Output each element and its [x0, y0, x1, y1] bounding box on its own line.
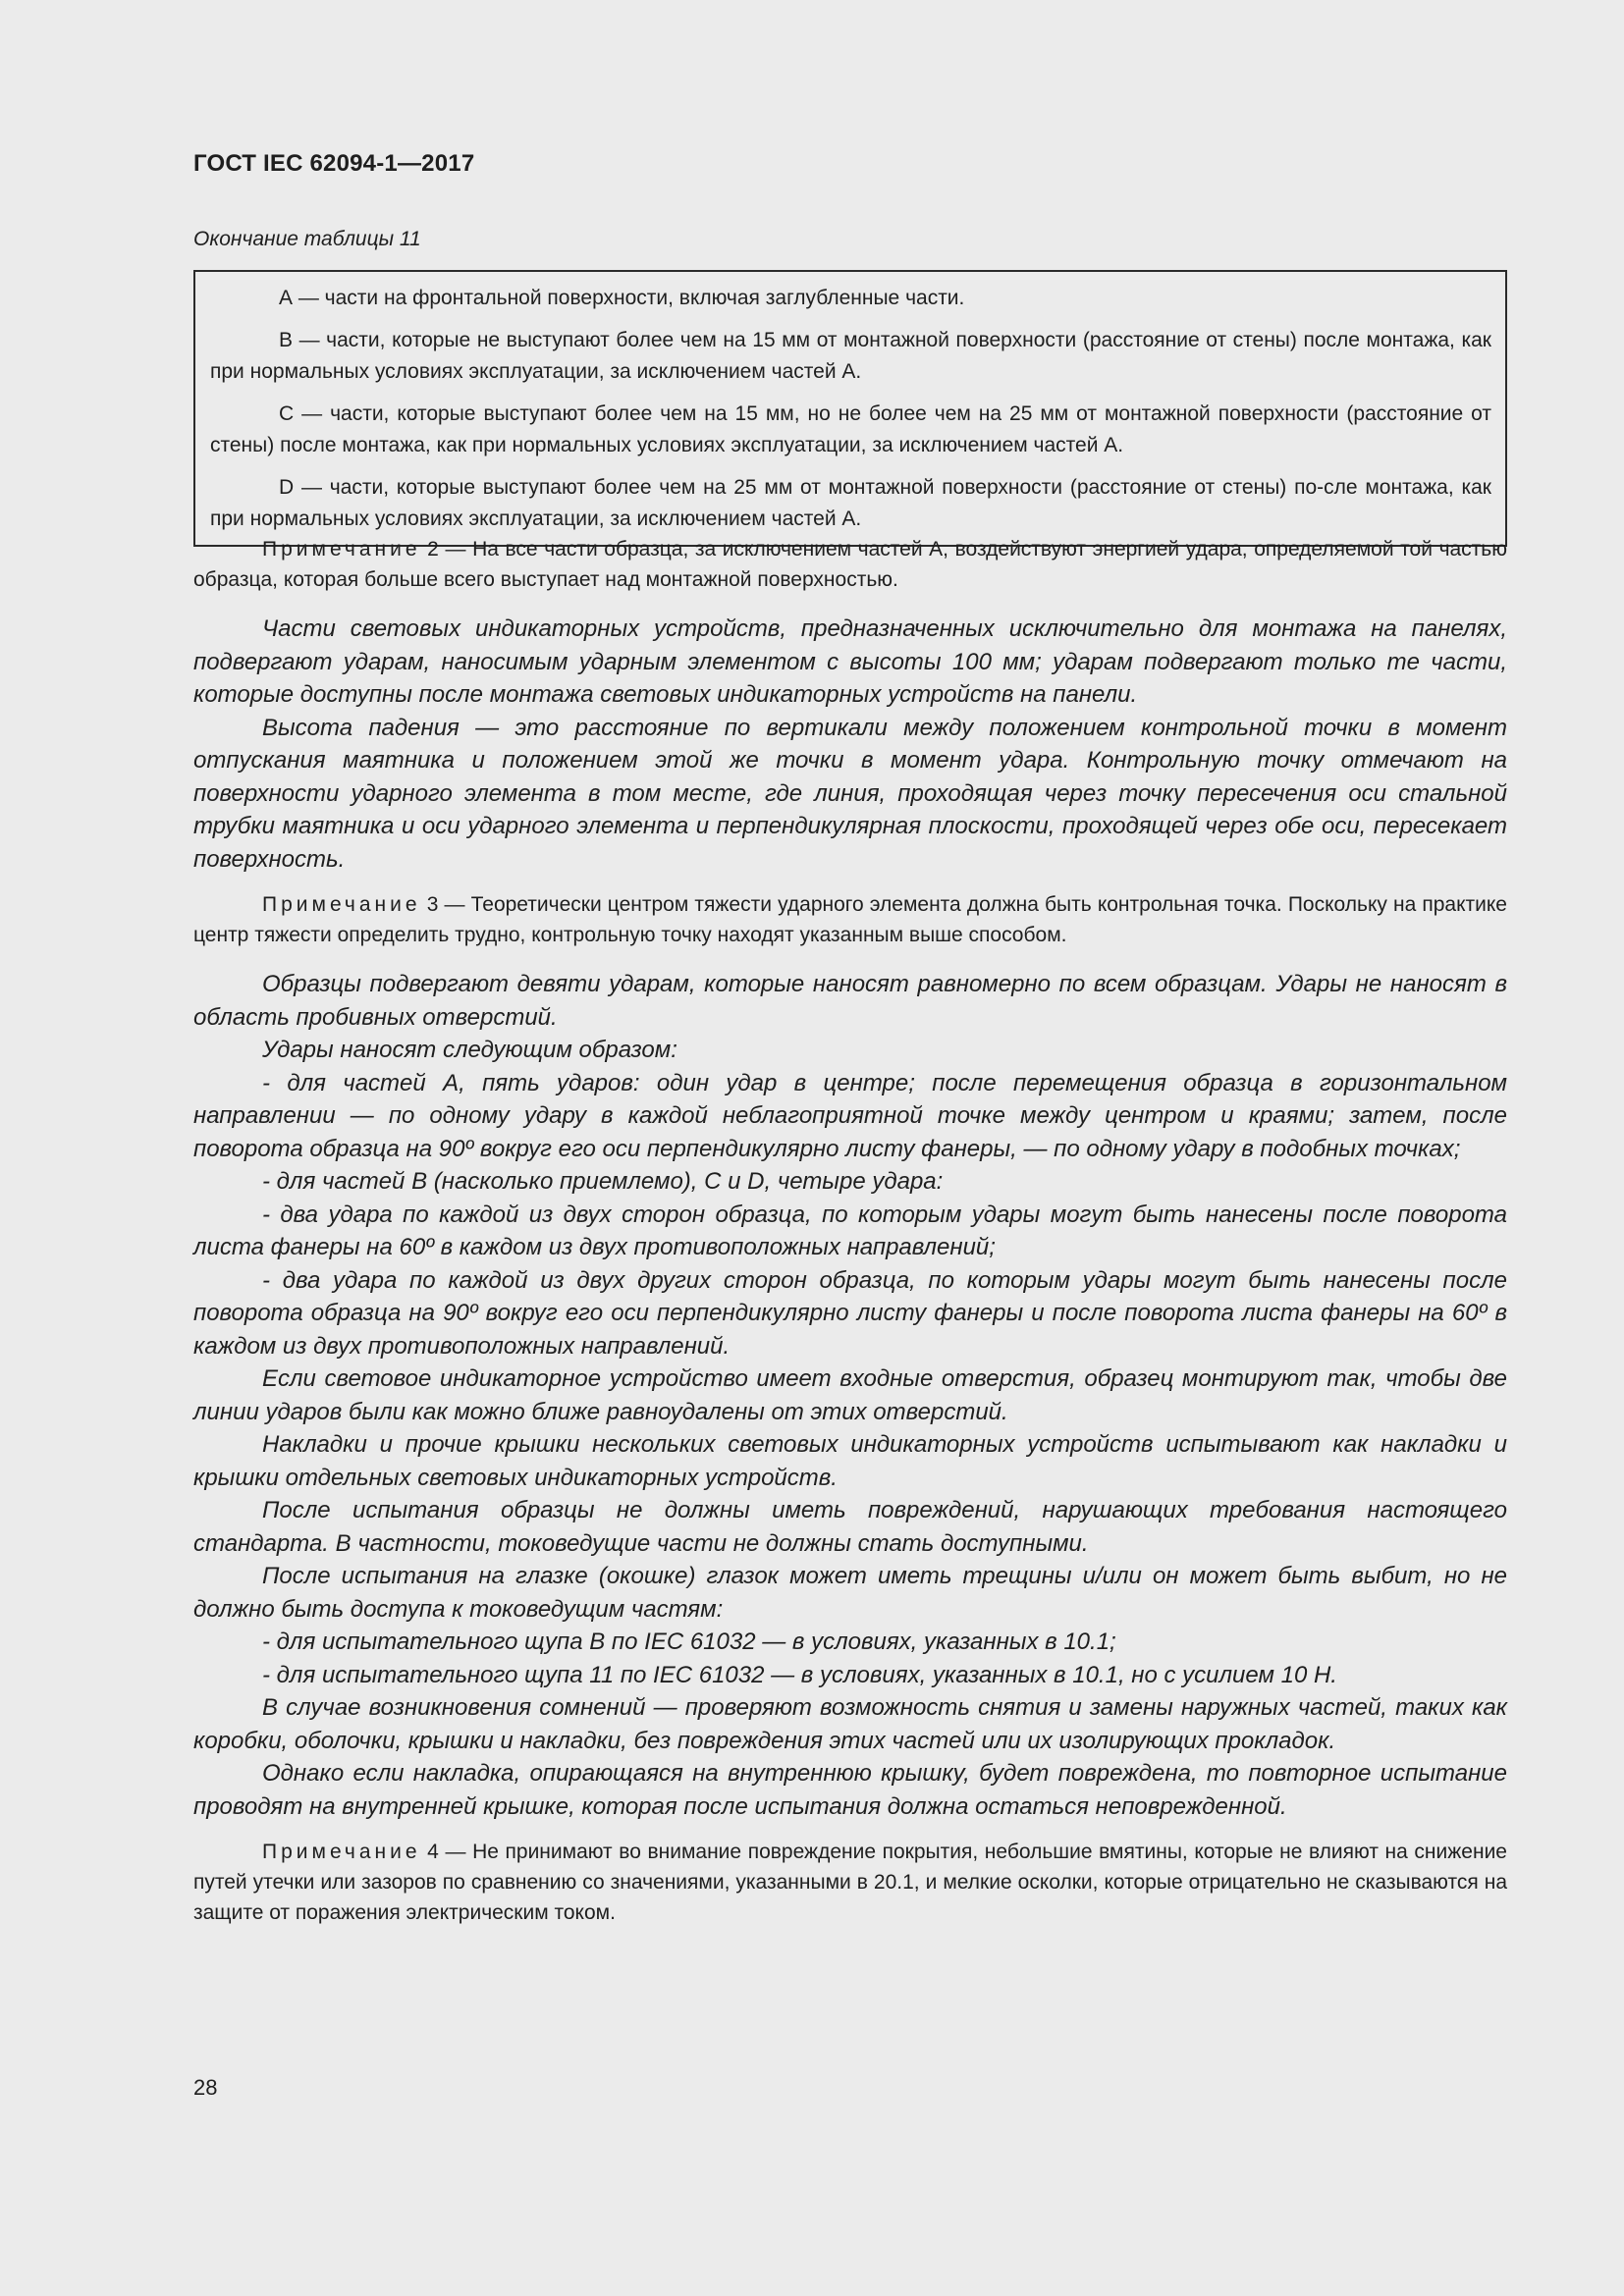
note-label: Примечание — [262, 1841, 421, 1863]
note-text: — На все части образца, за исключением частей А, воздействуют энергией удара, определяемой той частью образца, которая больше всего выступает над монтажной поверхностью. — [193, 538, 1507, 591]
note-number: 4 — [427, 1841, 439, 1863]
paragraph-nine-impacts: Образцы подвергают девяти ударам, которые наносят равномерно по всем образцам. Удары не наносят в область пробивных отверстий. — [193, 971, 1507, 1031]
note-text: — Не принимают во внимание повреждение покрытия, небольшие вмятины, которые не влияют на снижение путей утечки или зазоров по сравнению со значениями, указанными в 20.1, и мелкие осколки, которые отрицательно не сказываются на защите от поражения электрическим током. — [193, 1841, 1507, 1924]
note-number: 2 — [427, 538, 439, 561]
document-header: ГОСТ IEC 62094-1—2017 — [193, 150, 475, 177]
paragraph-cover-plates: Накладки и прочие крышки нескольких световых индикаторных устройств испытывают как накладки и крышки отдельных световых индикаторных устройств. — [193, 1431, 1507, 1491]
paragraph-inner-cover: Однако если накладка, опирающаяся на внутреннюю крышку, будет повреждена, то повторное испытание проводят на внутренней крышке, которая после испытания должна остаться неповрежденной. — [193, 1760, 1507, 1820]
body-content — [193, 534, 1507, 1928]
table-caption: Окончание таблицы 11 — [193, 228, 421, 250]
list-item-probe-11: - для испытательного щупа 11 по IEC 61032 — в условиях, указанных в 10.1, но с усилием 10 Н. — [262, 1661, 1337, 1688]
table-row-b: В — части, которые не выступают более чем на 15 мм от монтажной поверхности (расстояние от стены) после монтажа, как при нормальных условиях эксплуатации, за исключением частей А. — [210, 329, 1491, 383]
page-number: 28 — [193, 2075, 218, 2100]
table-row-a: А — части на фронтальной поверхности, включая заглубленные части. — [279, 287, 965, 309]
note-2 — [193, 534, 1507, 595]
paragraph-inlet-openings: Если световое индикаторное устройство имеет входные отверстия, образец монтируют так, чтобы две линии ударов были как можно ближе равноудалены от этих отверстий. — [193, 1365, 1507, 1425]
note-text: — Теоретически центром тяжести ударного элемента должна быть контрольная точка. Поскольку на практике центр тяжести определить трудно, контрольную точку находят указанным выше способом. — [193, 893, 1507, 946]
table-11-continuation — [193, 270, 1507, 547]
list-item-probe-b: - для испытательного щупа В по IEC 61032 — в условиях, указанных в 10.1; — [262, 1629, 1116, 1655]
paragraph-window-test: После испытания на глазке (окошке) глазок может иметь трещины и/или он может быть выбит, но не должно быть доступа к токоведущим частям: — [193, 1563, 1507, 1623]
list-item-two-sides: - два удара по каждой из двух сторон образца, по которым удары могут быть нанесены после поворота листа фанеры на 60º в каждом из двух противоположных направлений; — [193, 1201, 1507, 1260]
paragraph-after-test: После испытания образцы не должны иметь повреждений, нарушающих требования настоящего стандарта. В частности, токоведущие части не должны стать доступными. — [193, 1497, 1507, 1557]
table-row-d: D — части, которые выступают более чем на 25 мм от монтажной поверхности (расстояние от стены) по-сле монтажа, как при нормальных условиях эксплуатации, за исключением частей А. — [210, 476, 1491, 530]
paragraph-drop-height: Высота падения — это расстояние по вертикали между положением контрольной точки в момент отпускания маятника и положением этой же точки в момент удара. Контрольную точку отмечают на поверхности ударного элемента в том месте, где линия, проходящая через точку пересечения оси стальной трубки маятника и оси ударного элемента и перпендикулярная плоскости, проходящей через обе оси, пересекает поверхность. — [193, 714, 1507, 873]
list-item-parts-a: - для частей А, пять ударов: один удар в центре; после перемещения образца в горизонтальном направлении — по одному удару в каждой неблагоприятной точке между центром и краями; затем, после поворота образца на 90º вокруг его оси перпендикулярно листу фанеры, — по одному удару в подобных точках; — [193, 1069, 1507, 1162]
list-item-other-sides: - два удара по каждой из двух других сторон образца, по которым удары могут быть нанесены после поворота образца на 90º вокруг его оси перпендикулярно листу фанеры и после поворота листа фанеры на 60º в каждом из двух противоположных направлений. — [193, 1266, 1507, 1360]
note-label: Примечание — [262, 893, 421, 916]
note-label: Примечание — [262, 538, 421, 561]
paragraph-panel-parts: Части световых индикаторных устройств, предназначенных исключительно для монтажа на панелях, подвергают ударам, наносимым ударным элементом с высоты 100 мм; ударам подвергают только те части, которые доступны после монтажа световых индикаторных устройств на панели. — [193, 615, 1507, 708]
paragraph-impacts-applied: Удары наносят следующим образом: — [262, 1037, 677, 1063]
note-3 — [193, 889, 1507, 950]
table-row-c: С — части, которые выступают более чем на 15 мм, но не более чем на 25 мм от монтажной поверхности (расстояние от стены) после монтажа, как при нормальных условиях эксплуатации, за исключением частей А. — [210, 402, 1491, 456]
list-item-parts-bcd: - для частей В (насколько приемлемо), С и D, четыре удара: — [262, 1168, 944, 1195]
note-4 — [193, 1837, 1507, 1928]
note-number: 3 — [426, 893, 439, 916]
paragraph-in-case-of-doubt: В случае возникновения сомнений — проверяют возможность снятия и замены наружных частей, таких как коробки, оболочки, крышки и накладки, без повреждения этих частей или их изолирующих прокладок. — [193, 1694, 1507, 1754]
